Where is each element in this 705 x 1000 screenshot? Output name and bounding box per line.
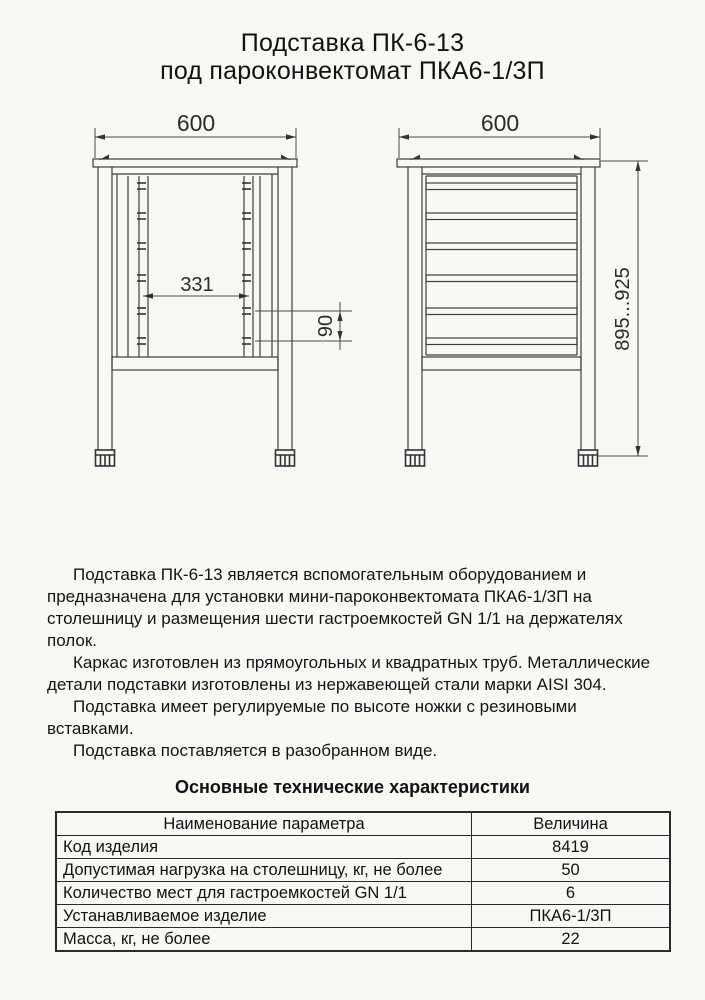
- technical-drawing: [0, 0, 705, 480]
- front-rail-dim-label: 331: [180, 274, 214, 296]
- side-left-foot: [406, 450, 425, 466]
- specs-header-row: [56, 812, 670, 836]
- spec-value-cell: 22: [472, 928, 671, 952]
- front-pitch-dimension: [255, 302, 352, 350]
- spec-row: [56, 859, 670, 882]
- description-paragraph: Подставка имеет регулируемые по высоте ножки с резиновыми вставками.: [47, 697, 577, 738]
- col-header-value: Величина: [472, 812, 671, 836]
- spec-row: [56, 882, 670, 905]
- side-height-dim-label: 895...925: [612, 267, 634, 351]
- front-pitch-dim-label: 90: [315, 314, 337, 338]
- title-line-1: Подставка ПК-6-13: [240, 29, 465, 57]
- description-paragraph: Подставка поставляется в разобранном виде.: [73, 741, 438, 760]
- front-shelf-ticks: [137, 183, 251, 344]
- spec-row: [56, 905, 670, 928]
- front-shelf-rails: [139, 176, 253, 357]
- side-view: [397, 110, 648, 466]
- side-tabletop: [397, 159, 600, 167]
- description-paragraph: Подставка ПК-6-13 является вспомогательным оборудованием и предназначена для установки мини-пароконвектомата ПКА6-1/3П на столешницу и размещения шести гастроемкостей GN 1/1 на держателях полок.: [47, 565, 623, 650]
- specs-table: [55, 811, 671, 952]
- spec-row: [56, 928, 670, 952]
- front-width-dim-label: 600: [176, 110, 216, 136]
- spec-name-cell: Количество мест для гастроемкостей GN 1/1: [56, 882, 472, 905]
- spec-name-cell: Масса, кг, не более: [56, 928, 472, 952]
- side-depth-dim-label: 600: [480, 110, 520, 136]
- front-view: [93, 110, 352, 466]
- side-depth-dimension: [399, 110, 600, 158]
- side-height-dimension: [598, 161, 648, 456]
- spec-name-cell: Код изделия: [56, 836, 472, 859]
- spec-value-cell: 50: [472, 859, 671, 882]
- front-rail-dimension: [143, 274, 249, 299]
- description-paragraph: Каркас изготовлен из прямоугольных и квадратных труб. Металлические детали подставки изготовлены из нержавеющей стали марки AISI 304.: [47, 653, 651, 694]
- description-block: [47, 564, 663, 762]
- front-right-foot: [276, 450, 295, 466]
- spec-name-cell: Допустимая нагрузка на столешницу, кг, не более: [56, 859, 472, 882]
- side-shelf-frame: [426, 176, 577, 355]
- spec-value-cell: 8419: [472, 836, 671, 859]
- spec-value-cell: 6: [472, 882, 671, 905]
- spec-value-cell: ПКА6-1/3П: [472, 905, 671, 928]
- side-cross-member: [422, 357, 581, 370]
- spec-name-cell: Устанавливаемое изделие: [56, 905, 472, 928]
- front-left-foot: [96, 450, 115, 466]
- title-line-2: под пароконвектомат ПКА6-1/3П: [160, 57, 545, 85]
- side-right-foot: [579, 450, 598, 466]
- specs-section-title: Основные технические характеристики: [175, 777, 530, 797]
- side-shelf-bars: [426, 183, 577, 345]
- front-cross-member: [112, 357, 278, 370]
- front-tabletop: [93, 159, 297, 167]
- col-header-name: Наименование параметра: [56, 812, 472, 836]
- front-legs: [98, 167, 292, 450]
- front-width-dimension: [95, 110, 296, 158]
- spec-row: [56, 836, 670, 859]
